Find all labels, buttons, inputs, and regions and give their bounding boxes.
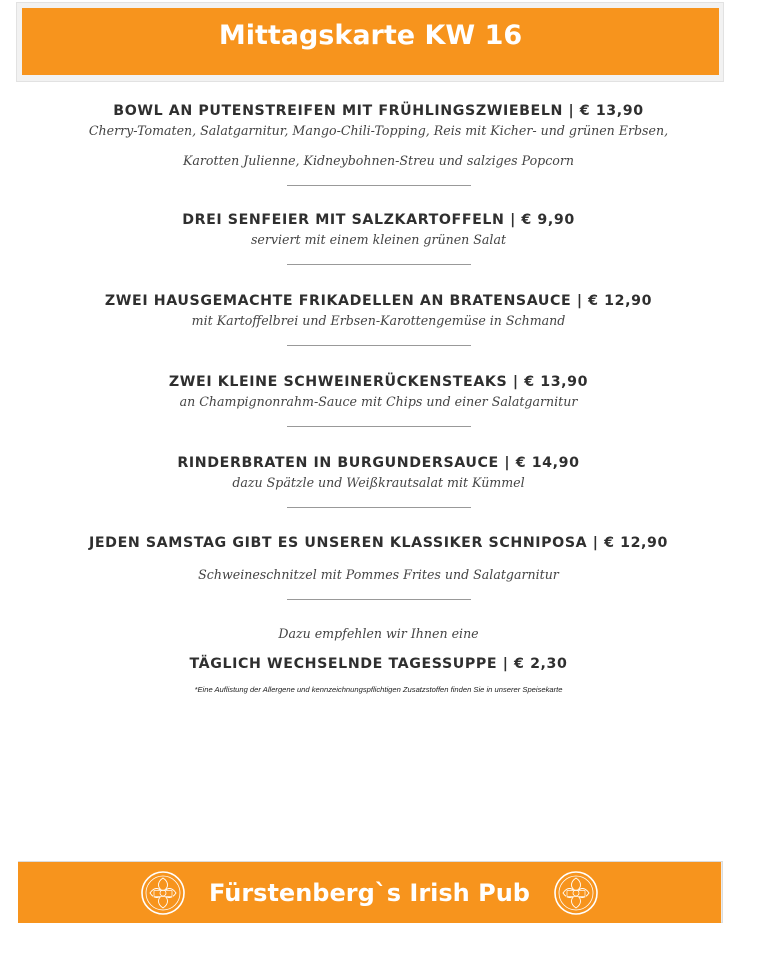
footer-title: Fürstenberg`s Irish Pub — [209, 878, 530, 907]
footer-banner — [18, 862, 721, 923]
dish-description: dazu Spätzle und Weißkrautsalat mit Kümmel — [232, 475, 525, 490]
lunch-menu — [0, 100, 757, 696]
dish-title: JEDEN SAMSTAG GIBT ES UNSEREN KLASSIKER SCHNIPOSA | € 12,90 — [89, 535, 668, 551]
menu-item — [0, 209, 757, 249]
divider — [287, 426, 471, 427]
dish-title: ZWEI HAUSGEMACHTE FRIKADELLEN AN BRATENSAUCE | € 12,90 — [104, 293, 653, 309]
dish-description: Cherry-Tomaten, Salatgarnitur, Mango-Chili-Topping, Reis mit Kicher- und grünen Erbsen, — [88, 123, 669, 138]
dish-description: an Champignonrahm-Sauce mit Chips und einer Salatgarnitur — [179, 394, 578, 409]
irish-pub-crest-icon — [139, 869, 187, 917]
dish-title: RINDERBRATEN IN BURGUNDERSAUCE | € 14,90 — [177, 455, 580, 471]
irish-pub-crest-icon — [552, 869, 600, 917]
allergen-footnote: *Eine Auflistung der Allergene und kennzeichnungspflichtigen Zusatzstoffen finden Sie in unserer Speisekarte — [194, 685, 563, 694]
divider — [287, 345, 471, 346]
dish-title: DREI SENFEIER MIT SALZKARTOFFELN | € 9,90 — [182, 212, 575, 228]
divider — [287, 185, 471, 186]
dish-title: BOWL AN PUTENSTREIFEN MIT FRÜHLINGSZWIEBELN | € 13,90 — [113, 103, 644, 119]
menu-item — [0, 532, 757, 584]
dish-description: Schweineschnitzel mit Pommes Frites und Salatgarnitur — [198, 567, 559, 582]
soup-title: TÄGLICH WECHSELNDE TAGESSUPPE | € 2,30 — [189, 656, 568, 672]
dish-description: Karotten Julienne, Kidneybohnen-Streu und salziges Popcorn — [183, 153, 574, 168]
divider — [287, 599, 471, 600]
divider — [287, 264, 471, 265]
menu-item — [0, 100, 757, 170]
dish-description: mit Kartoffelbrei und Erbsen-Karottengemüse in Schmand — [191, 313, 566, 328]
recommendation-intro: Dazu empfehlen wir Ihnen eine — [278, 626, 479, 641]
menu-item — [0, 452, 757, 492]
dish-description: serviert mit einem kleinen grünen Salat — [250, 232, 507, 247]
page-title: Mittagskarte KW 16 — [218, 20, 523, 51]
header-banner — [22, 8, 719, 75]
menu-item — [0, 371, 757, 411]
divider — [287, 507, 471, 508]
dish-title: ZWEI KLEINE SCHWEINERÜCKENSTEAKS | € 13,90 — [168, 374, 589, 390]
menu-item — [0, 290, 757, 330]
